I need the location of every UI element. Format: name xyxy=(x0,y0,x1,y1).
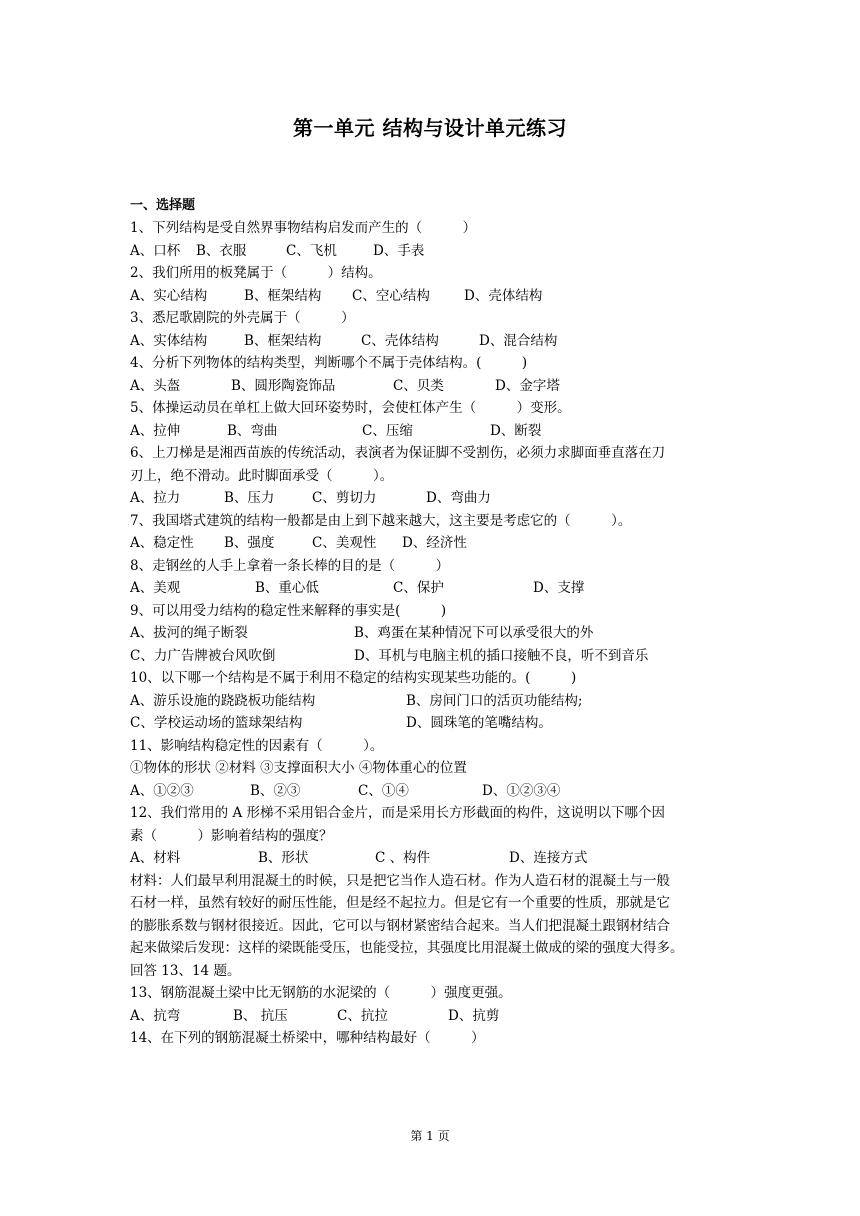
option-c: C 、构件 xyxy=(375,850,431,866)
option-d: D、经济性 xyxy=(402,535,467,551)
option-d: D、抗剪 xyxy=(448,1008,500,1024)
material-line-2: 石材一样，虽然有较好的耐压性能，但是经不起拉力。但是它有一个重要的性质，那就是它 xyxy=(130,895,670,911)
option-c: C、美观性 xyxy=(312,535,377,551)
option-c: C、飞机 xyxy=(286,243,337,259)
option-c: C、①④ xyxy=(358,783,409,799)
question-10: 10、以下哪一个结构是不属于利用不稳定的结构实现某些功能的。( ) xyxy=(130,670,577,686)
option-a: A、拔河的绳子断裂 xyxy=(130,625,248,641)
option-c: C、力广告牌被台风吹倒 xyxy=(130,648,276,664)
page-title: 第一单元 结构与设计单元练习 xyxy=(293,116,567,140)
question-3-options xyxy=(130,332,730,350)
question-4: 4、分析下列物体的结构类型，判断哪个不属于壳体结构。( ) xyxy=(130,355,528,371)
question-2-options xyxy=(130,287,730,305)
question-14: 14、在下列的钢筋混凝土桥梁中，哪种结构最好（ ） xyxy=(130,1030,485,1046)
question-12-options xyxy=(130,849,730,867)
option-b: B、房间门口的活页功能结构; xyxy=(406,693,583,709)
option-d: D、手表 xyxy=(373,243,425,259)
option-c: C、剪切力 xyxy=(312,490,377,506)
question-4-options xyxy=(130,377,730,395)
option-a: A、美观 xyxy=(130,580,181,596)
option-d: D、弯曲力 xyxy=(426,490,491,506)
option-d: D、壳体结构 xyxy=(464,288,543,304)
option-c: C、贝类 xyxy=(393,378,444,394)
option-a: A、头盔 xyxy=(130,378,181,394)
question-6-line-2: 刃上，绝不滑动。此时脚面承受（ ）。 xyxy=(130,468,394,484)
material-line-4: 起来做梁后发现：这样的梁既能受压，也能受拉，其强度比用混凝土做成的梁的强度大得多。 xyxy=(130,940,684,956)
question-13-options xyxy=(130,1007,730,1025)
option-a: A、稳定性 xyxy=(130,535,194,551)
option-b: B、②③ xyxy=(250,783,301,799)
question-12-line-2: 素（ ）影响着结构的强度？ xyxy=(130,828,333,844)
option-b: B、形状 xyxy=(258,850,309,866)
option-b: B、压力 xyxy=(224,490,275,506)
question-9: 9、可以用受力结构的稳定性来解释的事实是( ) xyxy=(130,603,447,619)
question-7-options xyxy=(130,534,730,552)
option-b: B、圆形陶瓷饰品 xyxy=(231,378,336,394)
material-line-5: 回答 13、14 题。 xyxy=(130,963,241,979)
question-3: 3、悉尼歌剧院的外壳属于（ ） xyxy=(130,310,355,326)
option-b: B、重心低 xyxy=(255,580,319,596)
question-10-options-row-2 xyxy=(130,714,730,732)
option-a: A、材料 xyxy=(130,850,181,866)
option-b: B、框架结构 xyxy=(244,288,322,304)
question-5: 5、体操运动员在单杠上做大回环姿势时，会使杠体产生（ ）变形。 xyxy=(130,400,571,416)
question-8-options xyxy=(130,579,730,597)
option-d: D、圆珠笔的笔嘴结构。 xyxy=(406,715,552,731)
page-number: 第 1 页 xyxy=(410,1129,450,1143)
option-b: B、 抗压 xyxy=(233,1008,288,1024)
question-11: 11、影响结构稳定性的因素有（ ）。 xyxy=(130,738,384,754)
option-a: A、抗弯 xyxy=(130,1008,181,1024)
question-11-options xyxy=(130,782,730,800)
option-d: D、支撑 xyxy=(533,580,585,596)
question-9-options-row-1 xyxy=(130,624,730,642)
question-9-options-row-2 xyxy=(130,647,730,665)
option-b: B、强度 xyxy=(224,535,275,551)
question-2: 2、我们所用的板凳属于（ ）结构。 xyxy=(130,265,382,281)
section-heading: 一、选择题 xyxy=(130,198,196,213)
question-13: 13、钢筋混凝土梁中比无钢筋的水泥梁的（ ）强度更强。 xyxy=(130,985,512,1001)
option-b: B、框架结构 xyxy=(244,333,322,349)
question-7: 7、我国塔式建筑的结构一般都是由上到下越来越大，这主要是考虑它的（ ）。 xyxy=(130,513,632,529)
option-d: D、混合结构 xyxy=(479,333,558,349)
option-a: A、拉伸 xyxy=(130,423,181,439)
option-b: B、衣服 xyxy=(196,243,247,259)
option-a: A、实心结构 xyxy=(130,288,208,304)
question-8: 8、走钢丝的人手上拿着一条长棒的目的是（ ） xyxy=(130,558,450,574)
option-d: D、①②③④ xyxy=(482,783,561,799)
question-1: 1、下列结构是受自然界事物结构启发而产生的（ ） xyxy=(130,220,477,236)
option-c: C、壳体结构 xyxy=(361,333,439,349)
option-d: D、金字塔 xyxy=(495,378,560,394)
question-6-line-1: 6、上刀梯是是湘西苗族的传统活动，表演者为保证脚不受割伤，必须力求脚面垂直落在刀 xyxy=(130,445,666,461)
option-b: B、鸡蛋在某种情况下可以承受很大的外 xyxy=(354,625,594,641)
option-c: C、保护 xyxy=(393,580,444,596)
option-a: A、口杯 xyxy=(130,243,181,259)
option-c: C、抗拉 xyxy=(337,1008,388,1024)
option-c: C、空心结构 xyxy=(352,288,430,304)
question-10-options-row-1 xyxy=(130,692,730,710)
question-6-options xyxy=(130,489,730,507)
question-5-options xyxy=(130,422,730,440)
option-b: B、弯曲 xyxy=(227,423,278,439)
option-c: C、学校运动场的篮球架结构 xyxy=(130,715,303,731)
option-a: A、实体结构 xyxy=(130,333,208,349)
material-line-1: 材料：人们最早利用混凝土的时候，只是把它当作人造石材。作为人造石材的混凝土与一般 xyxy=(130,873,670,889)
option-d: D、断裂 xyxy=(490,423,542,439)
option-d: D、耳机与电脑主机的插口接触不良，听不到音乐 xyxy=(354,648,649,664)
option-a: A、①②③ xyxy=(130,783,194,799)
option-c: C、压缩 xyxy=(362,423,413,439)
material-line-3: 的膨胀系数与钢材很接近。因此，它可以与钢材紧密结合起来。当人们把混凝土跟钢材结合 xyxy=(130,918,670,934)
option-d: D、连接方式 xyxy=(509,850,588,866)
question-11-factors: ①物体的形状 ②材料 ③支撑面积大小 ④物体重心的位置 xyxy=(130,760,467,776)
option-a: A、游乐设施的跷跷板功能结构 xyxy=(130,693,316,709)
question-1-options xyxy=(130,242,730,260)
option-a: A、拉力 xyxy=(130,490,181,506)
question-12-line-1: 12、我们常用的 A 形梯不采用铝合金片，而是采用长方形截面的构件，这说明以下哪个因 xyxy=(130,805,666,821)
